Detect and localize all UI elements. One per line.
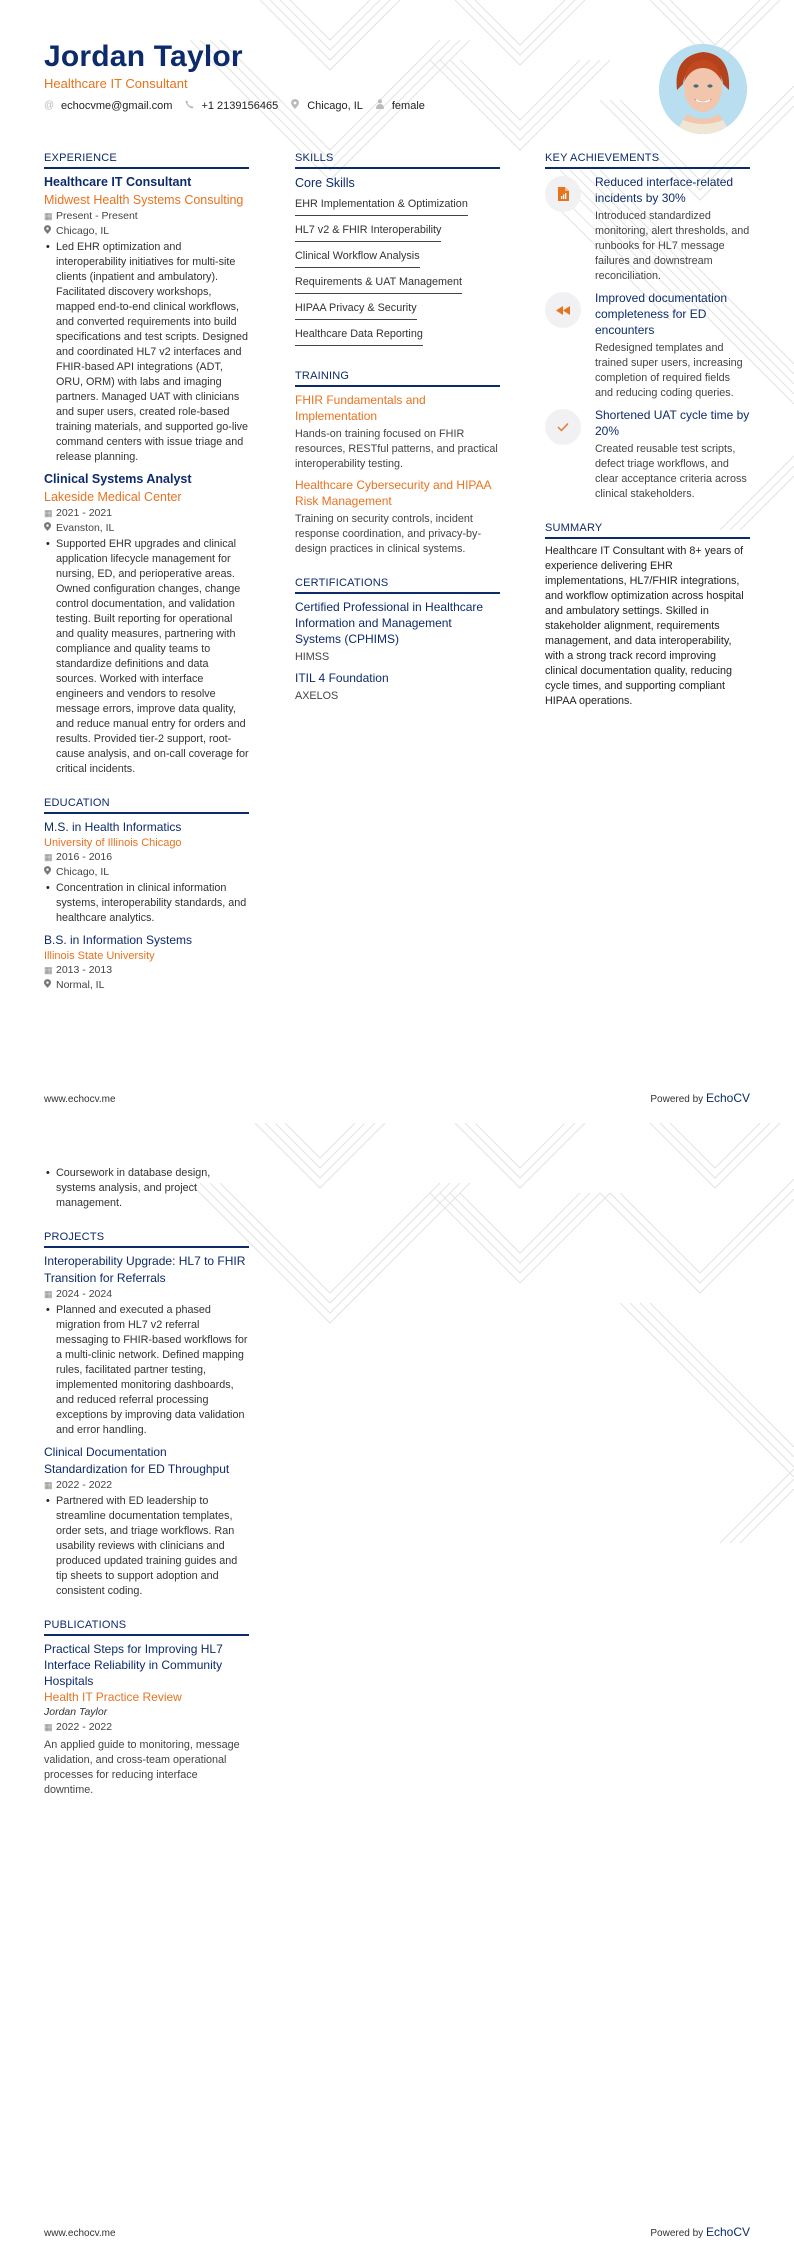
experience-entry	[44, 174, 249, 465]
page-footer	[0, 1091, 794, 1105]
project-dates	[44, 1287, 249, 1302]
achievement-title: Shortened UAT cycle time by 20%	[595, 408, 750, 438]
person-icon	[375, 99, 385, 112]
certifications-section	[295, 577, 500, 704]
candidate-role: Healthcare IT Consultant	[44, 76, 188, 91]
powered-by-text: Powered by	[650, 1094, 704, 1105]
candidate-name: Jordan Taylor	[44, 40, 243, 73]
brand-link[interactable]: EchoCV	[705, 2225, 750, 2239]
project-title: Clinical Documentation Standardization for ED Throughput	[44, 1445, 230, 1476]
job-location	[44, 224, 249, 239]
dates-text: 2016 - 2016	[56, 851, 113, 863]
education-entry	[44, 932, 249, 993]
job-title: Clinical Systems Analyst	[44, 472, 192, 486]
bullet-item: • Concentration in clinical information systems, interoperability standards, and healthcare analytics.	[44, 881, 249, 926]
publication-desc: An applied guide to monitoring, message validation, and cross-team operational processes for reducing interface downtime.	[44, 1739, 240, 1796]
section-title: PROJECTS	[44, 1231, 249, 1248]
bullet-item: • Supported EHR upgrades and clinical application lifecycle management for nursing, ED, and perioperative areas. Owned configuration changes, change control documentation, and validation testing. Built reporting for operational and quality measures, partnering with compliance and quality teams to standardize definitions and data sources. Worked with interface engineers and vendors to resolve message errors, improve data quality, and reduce manual entry for orders and results. Provided tier-2 support, root-cause analysis, and on-call coverage for critical incidents.	[44, 537, 249, 777]
footer-site-link[interactable]: www.echocv.me	[44, 2228, 116, 2239]
achievement-desc: Redesigned templates and trained super users, increasing completion of required fields and reducing coding queries.	[595, 342, 743, 399]
education-entry	[44, 819, 249, 926]
footer-powered	[650, 2225, 750, 2239]
contact-location	[290, 99, 363, 112]
resume-header	[44, 40, 437, 112]
edu-dates	[44, 850, 249, 865]
location-text: Evanston, IL	[56, 522, 115, 534]
achievement-item	[545, 290, 750, 401]
education-section	[44, 797, 249, 993]
cert-title: Certified Professional in Healthcare Information and Management Systems (CPHIMS)	[295, 600, 484, 646]
contact-gender	[375, 99, 425, 112]
location-text: Chicago, IL	[56, 866, 110, 878]
project-entry	[44, 1444, 249, 1599]
calendar-icon: ▦	[44, 1722, 53, 1732]
dates-text: 2013 - 2013	[56, 964, 113, 976]
contact-phone[interactable]	[184, 100, 278, 112]
profile-photo	[659, 44, 747, 134]
achievement-desc: Introduced standardized monitoring, alert thresholds, and runbooks for HL7 message failures and downstream reconciliation.	[595, 210, 750, 282]
rewind-icon	[545, 292, 581, 328]
training-section	[295, 370, 500, 557]
bullet-item: • Planned and executed a phased migration from HL7 v2 referral messaging to FHIR-based workflows for a multi-clinic network. Defined mapping rules, facilitated partner testing, implemented monitoring dashboards, and reduced referral processing exceptions by improving data validation and error handling.	[44, 1303, 249, 1438]
contact-email[interactable]	[44, 100, 172, 112]
dates-text: 2024 - 2024	[56, 1288, 113, 1300]
calendar-icon: ▦	[44, 852, 53, 862]
dates-text: 2021 - 2021	[56, 507, 113, 519]
location-pin-icon	[290, 99, 300, 112]
skill-item: Clinical Workflow Analysis	[295, 247, 420, 268]
left-column-continued	[44, 1165, 249, 1818]
location-pin-icon	[44, 224, 56, 239]
powered-by-text: Powered by	[650, 2228, 704, 2239]
summary-section	[545, 522, 750, 709]
job-location	[44, 521, 249, 536]
achievement-desc: Created reusable test scripts, defect triage workflows, and clear acceptance criteria across clinical stakeholders.	[595, 443, 747, 500]
skill-item: Requirements & UAT Management	[295, 273, 462, 294]
cert-org: HIMSS	[295, 651, 330, 663]
dates-text: 2022 - 2022	[56, 1721, 113, 1733]
skill-item: EHR Implementation & Optimization	[295, 195, 468, 216]
company-name: Lakeside Medical Center	[44, 490, 182, 504]
resume-page-2	[0, 1123, 794, 2246]
training-desc: Hands-on training focused on FHIR resources, RESTful patterns, and practical interoperability testing.	[295, 428, 498, 470]
calendar-icon: ▦	[44, 211, 53, 221]
location-text: Chicago, IL	[307, 99, 363, 112]
achievement-title: Reduced interface-related incidents by 30%	[595, 175, 734, 205]
bullet-item: • Led EHR optimization and interoperability initiatives for multi-site clients (inpatient and ambulatory). Facilitated discovery workshops, mapped end-to-end clinical workflows, and converted requirements into build specifications and test scripts. Designed and coordinated HL7 v2 interfaces and FHIR-based API integrations (ADT, ORU, ORM) with labs and imaging partners. Managed UAT with clinicians and super users, created role-based training materials, and supported go-live command centers with issue triage and release planning.	[44, 240, 249, 465]
experience-section	[44, 152, 249, 777]
achievement-item	[545, 407, 750, 502]
achievement-title: Improved documentation completeness for ED encounters	[595, 291, 728, 337]
skill-item: HIPAA Privacy & Security	[295, 299, 417, 320]
email-text: echocvme@gmail.com	[61, 99, 173, 112]
training-title: Healthcare Cybersecurity and HIPAA Risk Management	[295, 478, 491, 508]
at-icon: @	[44, 100, 55, 111]
section-title: TRAINING	[295, 370, 500, 387]
experience-entry	[44, 471, 249, 777]
location-pin-icon	[44, 521, 56, 536]
edu-bullets	[44, 1166, 249, 1211]
publication-dates	[44, 1720, 249, 1735]
left-column	[44, 152, 249, 1013]
publications-section	[44, 1619, 249, 1798]
skill-item: Healthcare Data Reporting	[295, 325, 423, 346]
training-desc: Training on security controls, incident response coordination, and privacy-by-design practices in clinical systems.	[295, 513, 482, 555]
calendar-icon: ▦	[44, 965, 53, 975]
edu-location	[44, 865, 249, 880]
chart-file-icon	[545, 176, 581, 212]
skill-item: HL7 v2 & FHIR Interoperability	[295, 221, 441, 242]
location-text: Normal, IL	[56, 979, 105, 991]
section-title: EXPERIENCE	[44, 152, 249, 169]
dates-text: 2022 - 2022	[56, 1479, 113, 1491]
project-entry	[44, 1253, 249, 1438]
gender-text: female	[391, 99, 425, 112]
location-text: Chicago, IL	[56, 225, 110, 237]
location-pin-icon	[44, 865, 56, 880]
edu-dates	[44, 963, 249, 978]
calendar-icon: ▦	[44, 1289, 53, 1299]
school-name: University of Illinois Chicago	[44, 837, 182, 849]
projects-section	[44, 1231, 249, 1599]
bullet-item: • Coursework in database design, systems analysis, and project management.	[44, 1166, 249, 1211]
degree-title: M.S. in Health Informatics	[44, 820, 182, 834]
project-title: Interoperability Upgrade: HL7 to FHIR Transition for Referrals	[44, 1254, 246, 1285]
brand-link[interactable]: EchoCV	[705, 1091, 750, 1105]
footer-powered	[650, 1091, 750, 1105]
job-dates	[44, 506, 249, 521]
page-footer	[0, 2225, 794, 2239]
job-title: Healthcare IT Consultant	[44, 175, 192, 189]
training-title: FHIR Fundamentals and Implementation	[295, 393, 426, 423]
section-title: CERTIFICATIONS	[295, 577, 500, 594]
footer-site-link[interactable]: www.echocv.me	[44, 1094, 116, 1105]
location-pin-icon	[44, 978, 56, 993]
project-bullets	[44, 1494, 249, 1599]
achievement-item	[545, 174, 750, 284]
calendar-icon: ▦	[44, 1480, 53, 1490]
contact-list	[44, 99, 437, 112]
checkmark-icon	[545, 409, 581, 445]
publication-venue: Health IT Practice Review	[44, 1690, 182, 1704]
company-name: Midwest Health Systems Consulting	[44, 193, 244, 207]
achievements-section	[545, 152, 750, 502]
education-continued	[44, 1166, 249, 1211]
skills-section	[295, 152, 500, 350]
job-dates	[44, 209, 249, 224]
section-title: SKILLS	[295, 152, 500, 169]
project-bullets	[44, 1303, 249, 1438]
section-title: SUMMARY	[545, 522, 750, 539]
section-title: KEY ACHIEVEMENTS	[545, 152, 750, 169]
dates-text: Present - Present	[56, 210, 138, 222]
publication-title: Practical Steps for Improving HL7 Interface Reliability in Community Hospitals	[44, 1642, 223, 1688]
right-column	[545, 152, 750, 729]
skill-group-title: Core Skills	[295, 176, 355, 190]
phone-text: +1 2139156465	[201, 99, 279, 112]
school-name: Illinois State University	[44, 950, 155, 962]
calendar-icon: ▦	[44, 508, 53, 518]
cert-title: ITIL 4 Foundation	[295, 671, 389, 685]
summary-text: Healthcare IT Consultant with 8+ years of experience delivering EHR implementations, HL7/FHIR integrations, and workflow optimization across hospital and ambulatory settings. Skilled in stakeholder alignment, requirements management, and data interoperability, with a strong track record improving clinical documentation quality, reducing cycle times, and supporting compliant HIPAA operations.	[545, 545, 744, 707]
job-bullets	[44, 537, 249, 777]
middle-column	[295, 152, 500, 724]
edu-location	[44, 978, 249, 993]
section-title: PUBLICATIONS	[44, 1619, 249, 1636]
project-dates	[44, 1478, 249, 1493]
degree-title: B.S. in Information Systems	[44, 933, 193, 947]
publication-author: Jordan Taylor	[44, 1706, 108, 1718]
bullet-item: • Partnered with ED leadership to streamline documentation templates, order sets, and triage workflows. Ran usability reviews with clinicians and produced updated training guides and tip sheets to support adoption and consistent coding.	[44, 1494, 249, 1599]
phone-icon	[184, 100, 194, 112]
cert-org: AXELOS	[295, 690, 339, 702]
edu-bullets	[44, 881, 249, 926]
job-bullets	[44, 240, 249, 465]
section-title: EDUCATION	[44, 797, 249, 814]
